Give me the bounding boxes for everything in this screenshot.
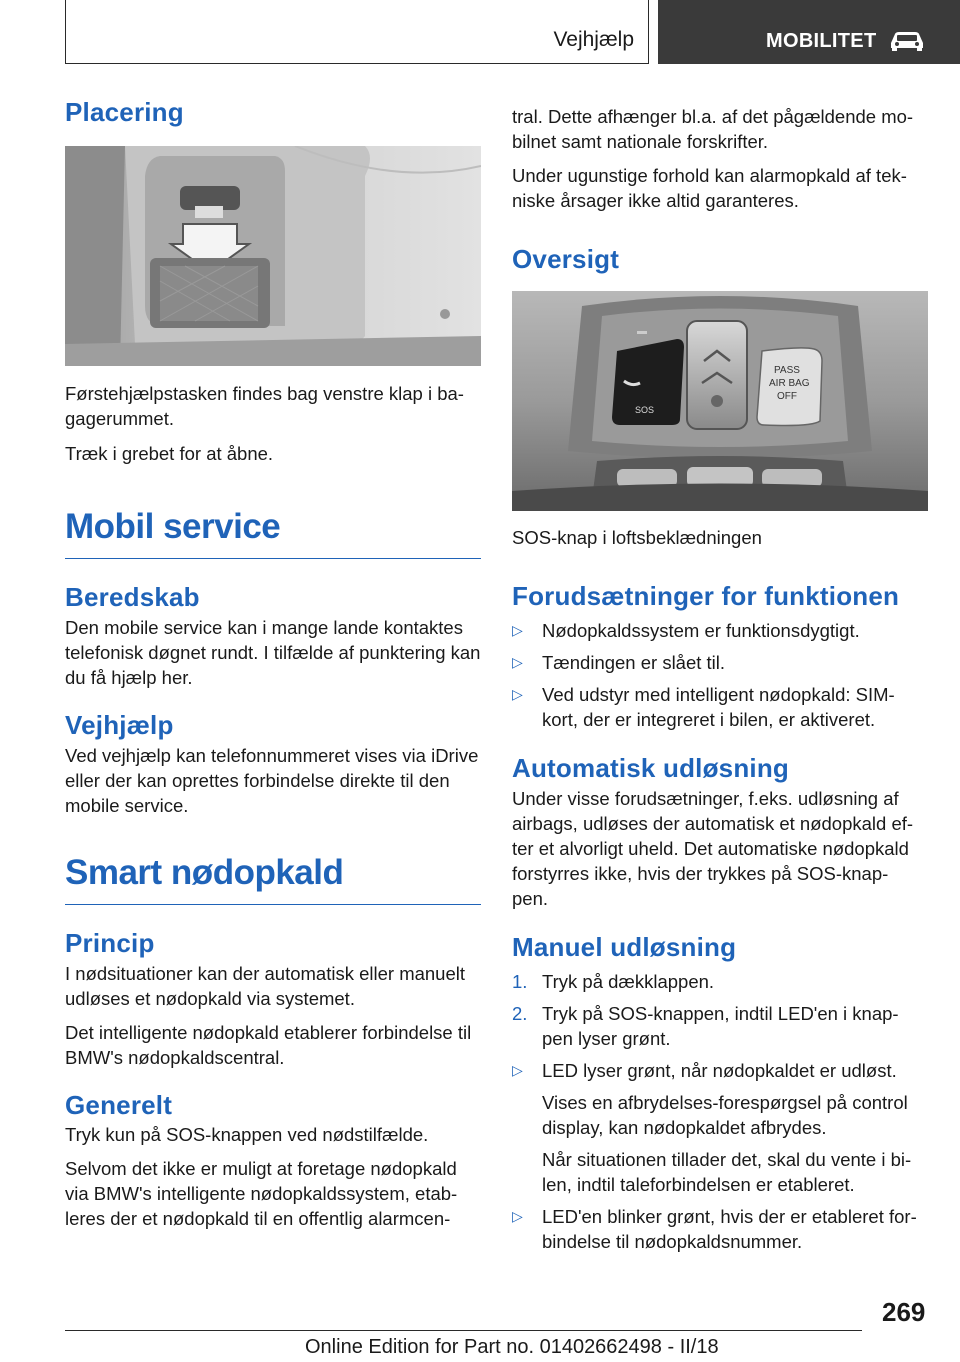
placering-text-1: Førstehjælpstasken findes bag venstre klap i ba‐ gagerummet.	[65, 382, 464, 429]
off-label: OFF	[777, 390, 797, 402]
smart-noedopkald-heading: Smart nødopkald	[65, 852, 481, 905]
vejhjaelp-text: Ved vejhjælp kan telefonnummeret vises via iDrive eller der kan oprettes forbindelse direkte til den mobile service.	[65, 744, 479, 816]
airbag-label: AIR BAG	[769, 377, 810, 389]
placering-text-2: Træk i grebet for at åbne.	[65, 442, 274, 464]
list-item: ▷ LED lyser grønt, når nødopkaldet er udløst. Vises en afbrydelses-forespørgsel på control display, kan nødopkaldet afbrydes. Når situationen tillader det, skal du vente i bi‐ len, indtil taleforbindelsen er etableret.	[512, 1058, 928, 1197]
forudsaetninger-list	[512, 618, 928, 732]
step-number: 2.	[512, 1002, 528, 1024]
sos-button-roof-console-photo	[512, 291, 928, 511]
generelt-text-2: Selvom det ikke er muligt at foretage nødopkald via BMW's intelligente nødopkaldssystem, etab‐ leres der et nødopkald til en offentlig alarmcen‐	[65, 1158, 458, 1230]
continued-text-1: tral. Dette afhænger bl.a. af det pågældende mo‐ bilnet samt nationale forskrifter.	[512, 106, 914, 152]
left-column	[65, 98, 481, 1231]
beredskab-text: Den mobile service kan i mange lande kontaktes telefonisk døgnet rundt. I tilfælde af punktering kan du få hjælp her.	[65, 616, 481, 688]
right-column	[512, 104, 928, 1254]
result-subtext-1: Vises en afbrydelses-forespørgsel på control display, kan nødopkaldet afbrydes.	[542, 1091, 908, 1138]
list-item: 2. Tryk på SOS-knappen, indtil LED'en i knap‐ pen lyser grønt.	[512, 1002, 899, 1049]
continued-text-2: Under ugunstige forhold kan alarmopkald af tek‐ niske årsager ikke altid garanteres.	[512, 165, 907, 211]
princip-text-2: Det intelligente nødopkald etablerer forbindelse til BMW's nødopkaldscentral.	[65, 1021, 472, 1068]
pass-label: PASS	[774, 364, 800, 376]
list-item: ▷ LED'en blinker grønt, hvis der er etableret for‐ bindelse til nødopkaldsnummer.	[512, 1205, 917, 1252]
bullet-marker: ▷	[512, 653, 523, 670]
car-icon	[888, 29, 926, 51]
manuel-list	[512, 969, 928, 1254]
placering-heading: Placering	[65, 97, 184, 127]
page-number: 269	[882, 1297, 926, 1327]
bullet-marker: ▷	[512, 1207, 523, 1224]
footer-edition-text: Online Edition for Part no. 01402662498 - II/18	[305, 1336, 719, 1358]
vejhjaelp-heading: Vejhjælp	[65, 709, 174, 740]
automatisk-text: Under visse forudsætninger, f.eks. udløsning af airbags, udløses der automatisk et nødopkald ef‐ ter et alvorligt uheld. Det automatiske nødopkald forstyrres ikke, hvis der trykkes på SOS-knap‐ pen.	[512, 787, 914, 909]
princip-heading: Princip	[65, 927, 155, 958]
sos-button-label: SOS	[635, 404, 655, 415]
bullet-marker: ▷	[512, 685, 523, 702]
image-caption: SOS-knap i loftsbeklædningen	[512, 526, 762, 548]
beredskab-heading: Beredskab	[65, 581, 200, 612]
footer-divider	[65, 1330, 862, 1331]
forudsaetninger-heading: Forudsætninger for funktionen	[512, 580, 900, 611]
list-item: ▷ Tændingen er slået til.	[512, 651, 726, 673]
list-item: ▷ Nødopkaldssystem er funktionsdygtigt.	[512, 619, 860, 641]
step-number: 1.	[512, 970, 528, 992]
manuel-heading: Manuel udløsning	[512, 931, 737, 962]
list-item: 1. Tryk på dækklappen.	[512, 970, 715, 992]
bullet-marker: ▷	[512, 621, 523, 638]
automatisk-heading: Automatisk udløsning	[512, 752, 789, 783]
header-chapter-title: MOBILITET	[766, 30, 877, 52]
first-aid-kit-compartment-photo	[65, 146, 481, 366]
generelt-heading: Generelt	[65, 1089, 173, 1120]
list-item: ▷ Ved udstyr med intelligent nødopkald: SIM‐ kort, der er integreret i bilen, er aktiveret.	[512, 683, 895, 730]
header-section-title: Vejhjælp	[553, 28, 634, 51]
generelt-text-1: Tryk kun på SOS-knappen ved nødstilfælde.	[65, 1124, 429, 1146]
bullet-marker: ▷	[512, 1061, 523, 1078]
mobil-service-heading: Mobil service	[65, 506, 481, 559]
header-section-box	[65, 0, 649, 64]
result-subtext-2: Når situationen tillader det, skal du vente i bi‐ len, indtil taleforbindelsen er etableret.	[542, 1148, 912, 1195]
princip-text-1: I nødsituationer kan der automatisk eller manuelt udløses et nødopkald via systemet.	[65, 962, 466, 1009]
header-chapter-box	[658, 0, 960, 64]
oversigt-heading: Oversigt	[512, 244, 620, 274]
